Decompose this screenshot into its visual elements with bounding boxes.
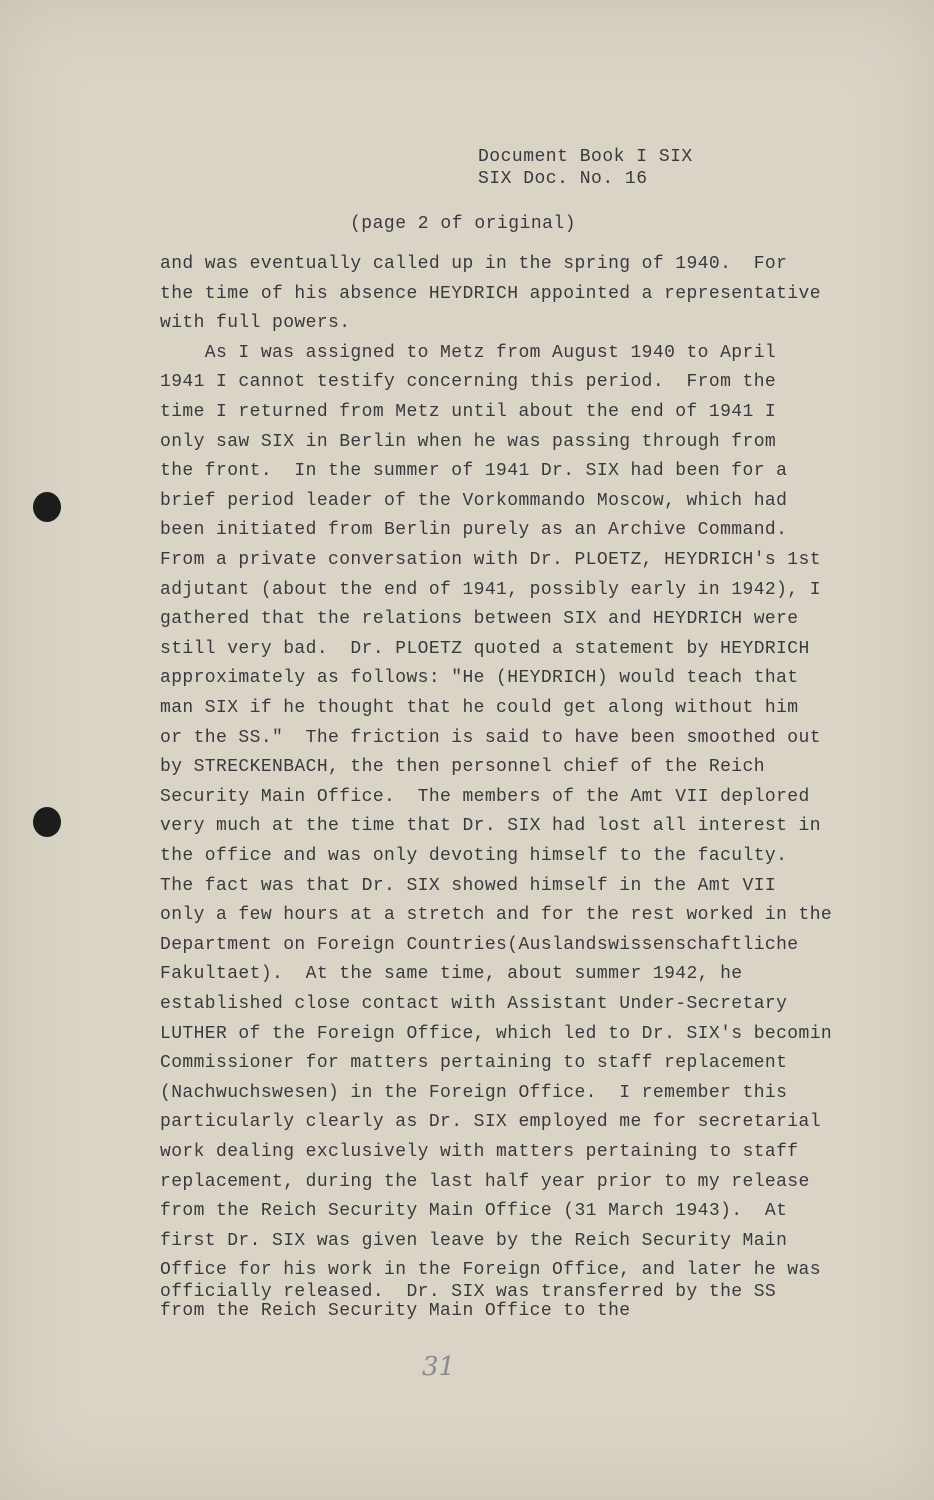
body-line: Security Main Office. The members of the Amt VII deplored bbox=[160, 786, 810, 807]
body-line: replacement, during the last half year prior to my release bbox=[160, 1171, 810, 1192]
body-line: (Nachwuchswesen) in the Foreign Office. I remember this bbox=[160, 1082, 788, 1103]
body-line: Office for his work in the Foreign Office, and later he was bbox=[160, 1260, 821, 1281]
page-of-original-note: (page 2 of original) bbox=[350, 214, 577, 234]
body-line: time I returned from Metz until about the end of 1941 I bbox=[160, 402, 777, 422]
body-line: only saw SIX in Berlin when he was passing through from bbox=[160, 431, 777, 452]
body-line: the office and was only devoting himself to the faculty. bbox=[160, 846, 788, 866]
body-line: From a private conversation with Dr. PLOETZ, HEYDRICH's 1st bbox=[160, 550, 821, 570]
body-line: 1941 I cannot testify concerning this period. From the bbox=[160, 372, 777, 393]
body-line: Commissioner for matters pertaining to staff replacement bbox=[160, 1053, 788, 1074]
body-line: As I was assigned to Metz from August 1940 to April bbox=[160, 342, 777, 363]
body-line: man SIX if he thought that he could get along without him bbox=[160, 698, 799, 718]
body-line: established close contact with Assistant Under-Secretary bbox=[160, 994, 788, 1014]
body-line: officially released. Dr. SIX was transferred by the SS bbox=[160, 1282, 777, 1302]
body-line: work dealing exclusively with matters pertaining to staff bbox=[160, 1142, 799, 1162]
body-line: the front. In the summer of 1941 Dr. SIX had been for a bbox=[160, 461, 788, 482]
body-line: from the Reich Security Main Office (31 March 1943). At bbox=[160, 1201, 788, 1222]
body-line: only a few hours at a stretch and for the rest worked in the bbox=[160, 905, 833, 926]
punch-hole bbox=[33, 492, 61, 522]
punch-hole bbox=[33, 807, 61, 837]
body-line: Department on Foreign Countries(Auslandswissenschaftliche bbox=[160, 934, 799, 955]
page-number: 31 bbox=[422, 1352, 456, 1382]
body-line: still very bad. Dr. PLOETZ quoted a statement by HEYDRICH bbox=[160, 638, 810, 659]
body-line: the time of his absence HEYDRICH appointed a representative bbox=[160, 283, 821, 304]
body-line: brief period leader of the Vorkommando Moscow, which had bbox=[160, 490, 788, 511]
body-line: from the Reich Security Main Office to the bbox=[160, 1301, 631, 1321]
body-line: Fakultaet). At the same time, about summer 1942, he bbox=[160, 964, 743, 985]
body-line: and was eventually called up in the spring of 1940. For bbox=[160, 254, 788, 274]
body-line: particularly clearly as Dr. SIX employed me for secretarial bbox=[160, 1112, 821, 1133]
body-line: The fact was that Dr. SIX showed himself in the Amt VII bbox=[160, 875, 777, 896]
header-line-1: Document Book I SIX bbox=[478, 147, 693, 167]
body-line: been initiated from Berlin purely as an Archive Command. bbox=[160, 520, 788, 541]
body-line: very much at the time that Dr. SIX had lost all interest in bbox=[160, 816, 821, 837]
body-line: approximately as follows: "He (HEYDRICH) would teach that bbox=[160, 668, 799, 689]
body-line: first Dr. SIX was given leave by the Reich Security Main bbox=[160, 1230, 788, 1251]
body-line: by STRECKENBACH, the then personnel chief of the Reich bbox=[160, 757, 765, 778]
body-line: LUTHER of the Foreign Office, which led to Dr. SIX's becomin bbox=[160, 1023, 833, 1044]
document-header bbox=[478, 146, 693, 190]
body-line: adjutant (about the end of 1941, possibly early in 1942), I bbox=[160, 579, 821, 600]
body-line: or the SS." The friction is said to have been smoothed out bbox=[160, 727, 821, 748]
body-line: gathered that the relations between SIX and HEYDRICH were bbox=[160, 609, 799, 630]
body-line: with full powers. bbox=[160, 313, 351, 334]
header-line-2: SIX Doc. No. 16 bbox=[478, 169, 648, 189]
